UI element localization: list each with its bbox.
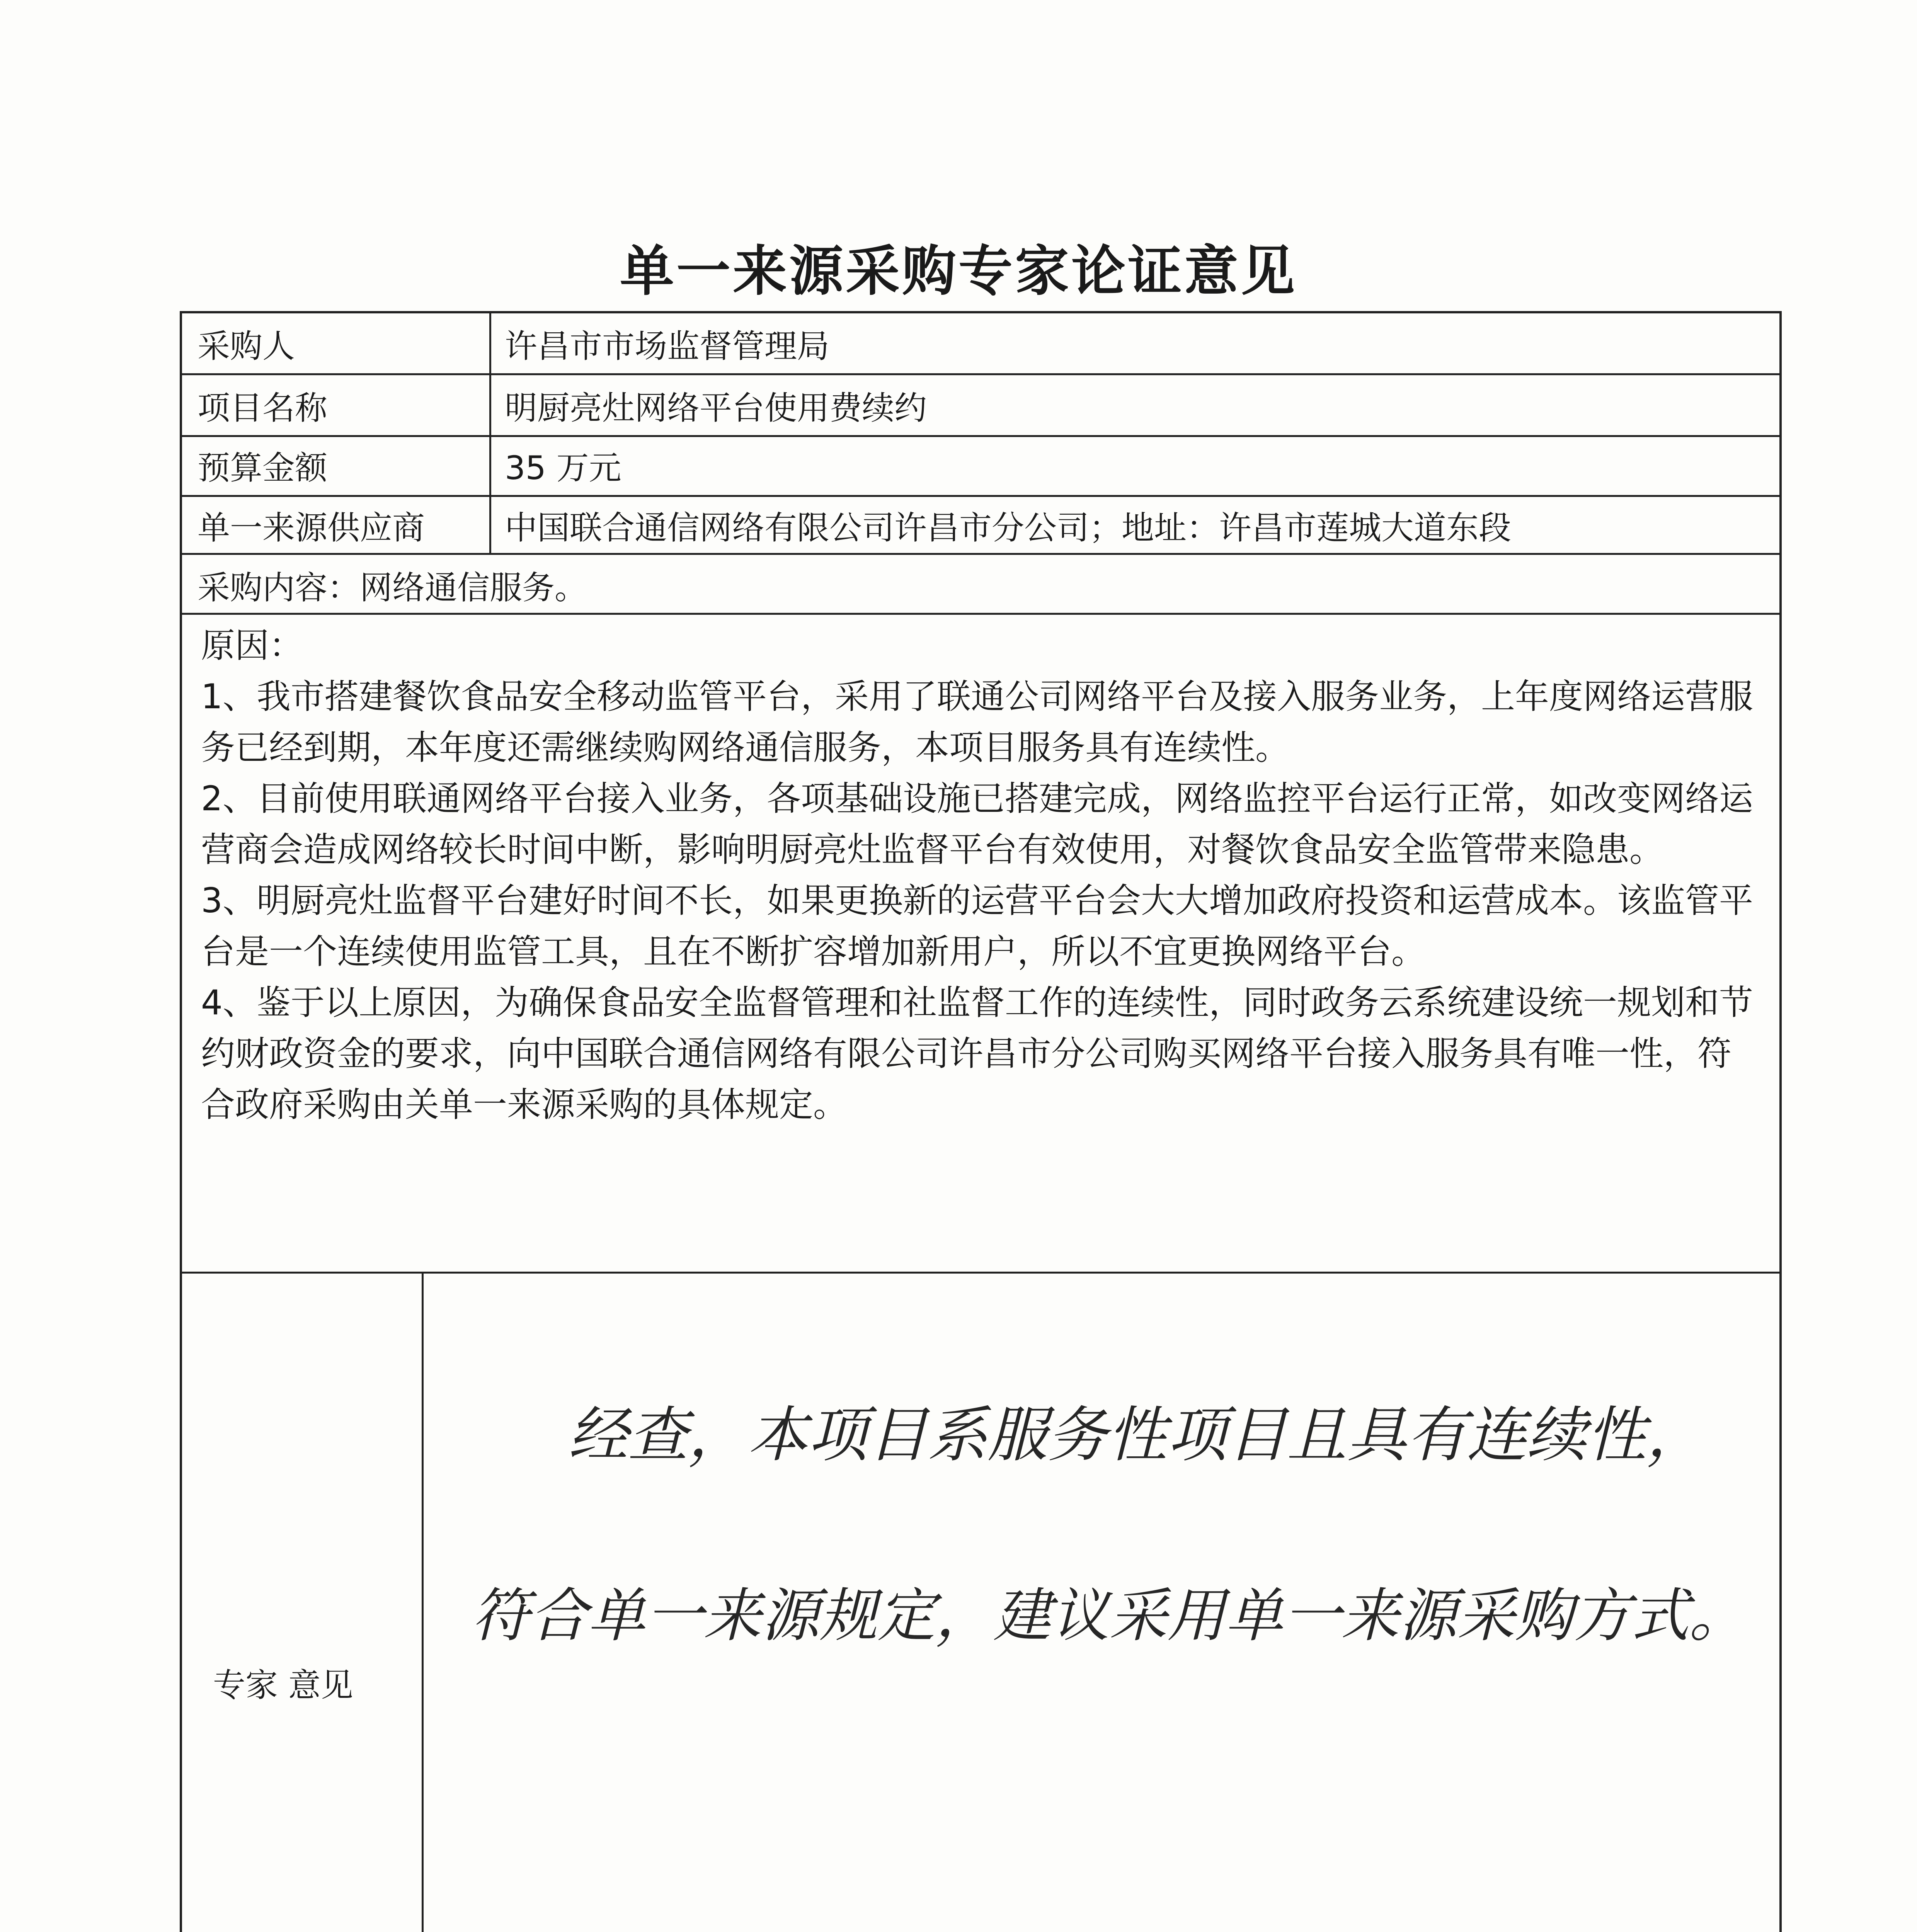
column-divider — [422, 1272, 424, 1932]
budget-label: 预算金额 — [197, 449, 328, 487]
reason-item: 3、明厨亮灶监督平台建好时间不长，如果更换新的运营平台会大大增加政府投资和运营成本。该监管平台是一个连续使用监管工具，且在不断扩容增加新用户，所以不宜更换网络平台。 — [201, 881, 1753, 971]
row-divider — [182, 613, 1780, 615]
project-name-value: 明厨亮灶网络平台使用费续约 — [505, 389, 927, 427]
handwritten-opinion-line-1: 经查，本项目系服务性项目且具有连续性， — [568, 1400, 1706, 1470]
column-divider — [489, 313, 491, 553]
reasons-heading: 原因： — [201, 626, 303, 665]
row-divider — [182, 373, 1780, 375]
reasons-section — [201, 620, 1762, 1130]
reason-item: 4、鉴于以上原因，为确保食品安全监督管理和社监督工作的连续性，同时政务云系统建设统一规划和节约财政资金的要求，向中国联合通信网络有限公司许昌市分公司购买网络平台接入服务具有唯一性，符合政府采购由关单一来源采购的具体规定。 — [201, 983, 1753, 1124]
reason-item: 1、我市搭建餐饮食品安全移动监管平台，采用了联通公司网络平台及接入服务业务，上年度网络运营服务已经到期，本年度还需继续购网络通信服务，本项目服务具有连续性。 — [201, 677, 1753, 767]
purchaser-label: 采购人 — [197, 327, 295, 365]
purchaser-value: 许昌市市场监督管理局 — [505, 327, 830, 365]
row-divider — [182, 435, 1780, 437]
row-divider — [182, 495, 1780, 497]
supplier-label: 单一来源供应商 — [197, 509, 425, 547]
row-divider — [182, 553, 1780, 555]
page-title: 单一来源采购专家论证意见 — [620, 240, 1297, 303]
budget-value: 35 万元 — [505, 449, 621, 487]
expert-opinion-label: 专家 意见 — [213, 1666, 353, 1704]
procurement-content: 采购内容：网络通信服务。 — [197, 569, 587, 607]
reason-item: 2、目前使用联通网络平台接入业务，各项基础设施已搭建完成，网络监控平台运行正常，如改变网络运营商会造成网络较长时间中断，影响明厨亮灶监督平台有效使用，对餐饮食品安全监管带来隐患。 — [201, 779, 1753, 869]
handwritten-opinion-line-2: 符合单一来源规定，建议采用单一来源采购方式。 — [472, 1582, 1747, 1650]
supplier-value: 中国联合通信网络有限公司许昌市分公司；地址：许昌市莲城大道东段 — [505, 509, 1512, 547]
project-name-label: 项目名称 — [197, 389, 328, 427]
